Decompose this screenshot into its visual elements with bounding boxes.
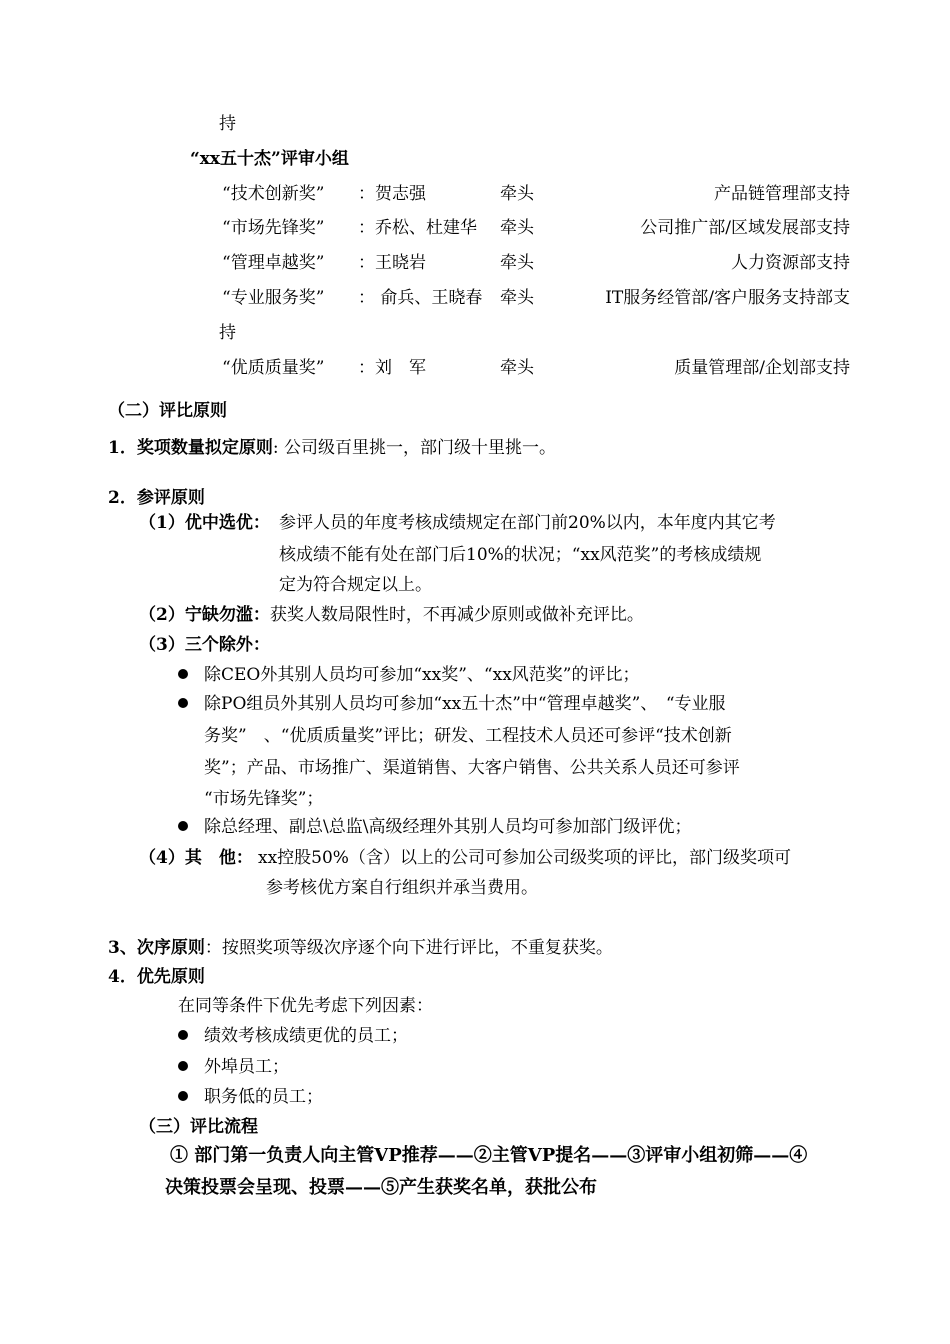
principle-2-heading: 2．参评原则 bbox=[108, 488, 205, 508]
bullet-continuation: “市场先锋奖”； bbox=[204, 789, 324, 809]
bullet-item: 外埠员工； bbox=[178, 1056, 289, 1078]
bullet-item: 除总经理、副总\总监\高级经理外其别人员均可参加部门级评优； bbox=[178, 816, 691, 838]
award-lead: ：刘 军 bbox=[358, 358, 426, 378]
section-heading: （三）评比流程 bbox=[139, 1117, 258, 1137]
sub-item bbox=[139, 604, 644, 626]
award-name: “优质质量奖” bbox=[222, 358, 325, 378]
sub-item-text: 定为符合规定以上。 bbox=[279, 575, 432, 595]
bullet-item: 除PO组员外其别人员均可参加“xx五十杰”中“管理卓越奖”、 “专业服 bbox=[178, 693, 726, 715]
sub-item-label: （2）宁缺勿滥： bbox=[139, 605, 270, 625]
award-name: “专业服务奖” bbox=[222, 288, 325, 308]
flow-line: ① 部门第一负责人向主管VP推荐——②主管VP提名——③评审小组初筛——④ bbox=[170, 1145, 808, 1166]
bullet-item: 除CEO外其别人员均可参加“xx奖”、“xx风范奖”的评比； bbox=[178, 664, 639, 686]
principle-text: ：按照奖项等级次序逐个向下进行评比，不重复获奖。 bbox=[204, 938, 613, 958]
principle-3 bbox=[108, 937, 613, 959]
bullet-icon bbox=[178, 698, 188, 708]
sub-item-text: xx控股50%（含）以上的公司可参加公司级奖项的评比，部门级奖项可 bbox=[258, 848, 791, 868]
award-lead: ：乔松、杜建华 bbox=[358, 218, 477, 238]
sub-item-text: 参评人员的年度考核成绩规定在部门前20%以内，本年度内其它考 bbox=[279, 513, 776, 533]
sub-item-text: 参考核优方案自行组织并承当费用。 bbox=[266, 878, 538, 898]
section-heading: （二）评比原则 bbox=[108, 401, 227, 421]
award-role: 牵头 bbox=[500, 358, 534, 378]
panel-continuation: 持 bbox=[219, 114, 236, 134]
bullet-continuation: 奖”；产品、市场推广、渠道销售、大客户销售、公共关系人员还可参评 bbox=[204, 758, 740, 778]
award-lead: ： 俞兵、王晓春 bbox=[358, 288, 483, 308]
award-role: 牵头 bbox=[500, 288, 534, 308]
award-support: 质量管理部/企划部支持 bbox=[674, 358, 850, 378]
award-name: “市场先锋奖” bbox=[222, 218, 325, 238]
principle-1 bbox=[108, 437, 556, 459]
principle-label: 3、次序原则 bbox=[108, 938, 205, 958]
bullet-icon bbox=[178, 821, 188, 831]
sub-item-text: 获奖人数局限性时，不再减少原则或做补充评比。 bbox=[269, 605, 644, 625]
award-support: 产品链管理部支持 bbox=[714, 184, 850, 204]
bullet-item: 绩效考核成绩更优的员工； bbox=[178, 1025, 408, 1047]
award-name: “管理卓越奖” bbox=[222, 253, 325, 273]
award-name: “技术创新奖” bbox=[222, 184, 325, 204]
panel-title: “xx五十杰”评审小组 bbox=[190, 149, 349, 169]
award-support: 公司推广部/区域发展部支持 bbox=[640, 218, 850, 238]
flow-line: 决策投票会呈现、投票——⑤产生获奖名单，获批公布 bbox=[165, 1177, 597, 1198]
principle-4-intro: 在同等条件下优先考虑下列因素： bbox=[178, 996, 433, 1016]
bullet-icon bbox=[178, 1061, 188, 1071]
award-role: 牵头 bbox=[500, 253, 534, 273]
bullet-continuation: 务奖” 、“优质质量奖”评比；研发、工程技术人员还可参评“技术创新 bbox=[204, 726, 732, 746]
sub-item-label: （1）优中选优： bbox=[139, 513, 270, 533]
bullet-icon bbox=[178, 1030, 188, 1040]
award-support: 人力资源部支持 bbox=[731, 253, 850, 273]
bullet-item: 职务低的员工； bbox=[178, 1086, 323, 1108]
sub-item-text: 核成绩不能有处在部门后10%的状况；“xx风范奖”的考核成绩规 bbox=[279, 545, 762, 565]
principle-label: 1．奖项数量拟定原则 bbox=[108, 438, 273, 458]
bullet-icon bbox=[178, 669, 188, 679]
principle-4-heading: 4．优先原则 bbox=[108, 967, 205, 987]
panel-row-continuation: 持 bbox=[219, 323, 236, 343]
bullet-icon bbox=[178, 1091, 188, 1101]
sub-item-label: （4）其 他： bbox=[139, 848, 253, 868]
award-role: 牵头 bbox=[500, 218, 534, 238]
award-role: 牵头 bbox=[500, 184, 534, 204]
award-lead: ：王晓岩 bbox=[358, 253, 426, 273]
principle-text: : 公司级百里挑一，部门级十里挑一。 bbox=[272, 438, 556, 458]
sub-item-label: （3）三个除外： bbox=[139, 635, 270, 655]
award-lead: ：贺志强 bbox=[358, 184, 426, 204]
award-support: IT服务经管部/客户服务支持部支 bbox=[605, 288, 850, 308]
